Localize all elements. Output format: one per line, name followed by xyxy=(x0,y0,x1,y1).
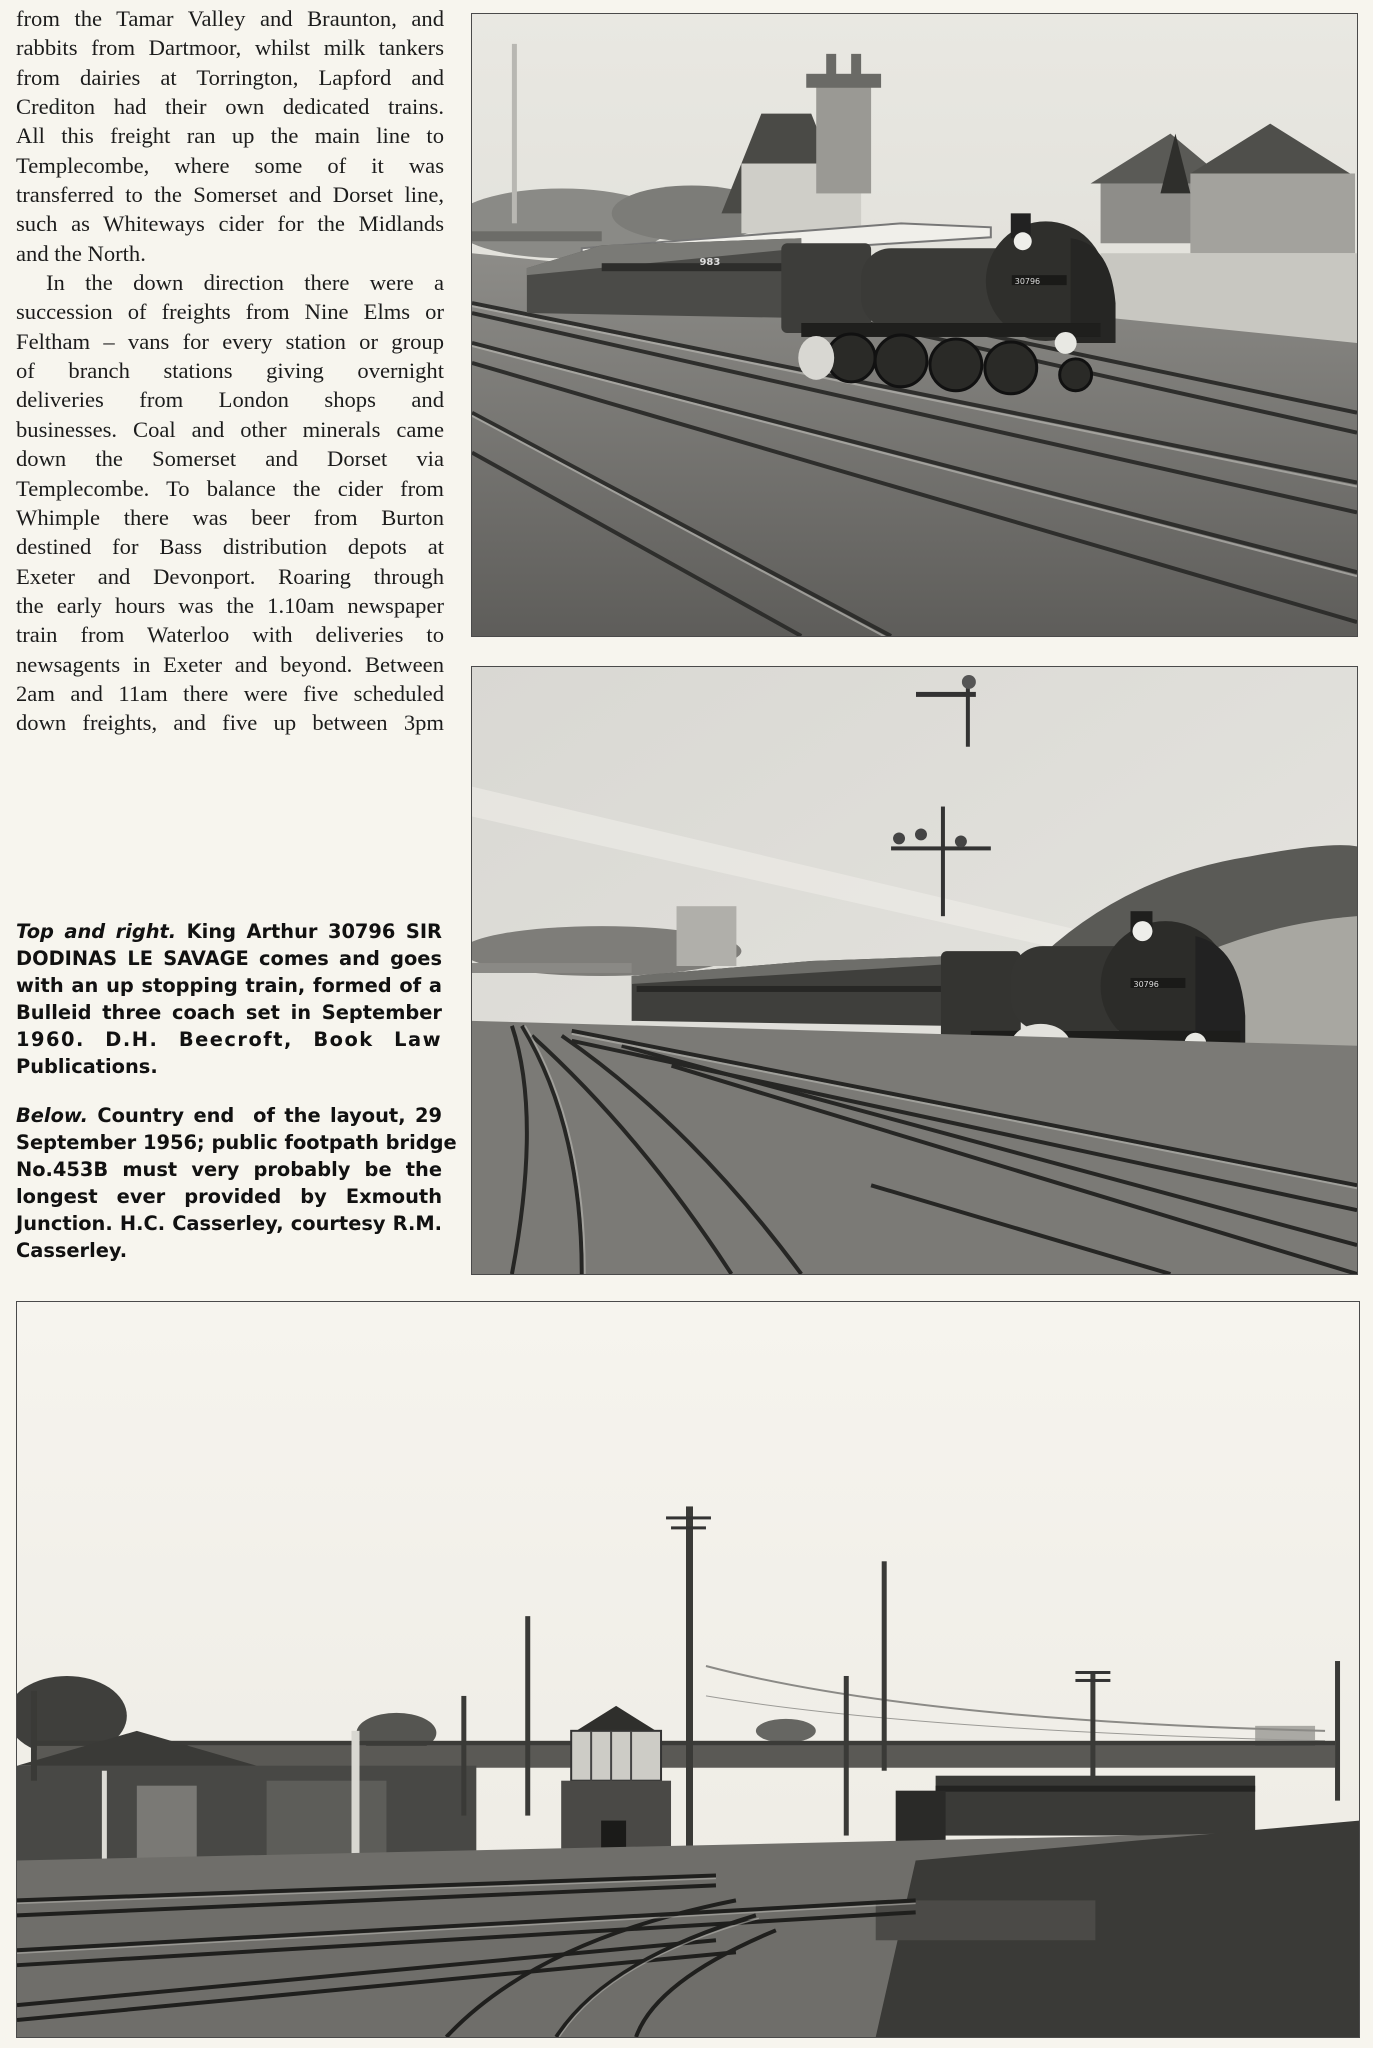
photo-middle-locomotive-departing xyxy=(471,666,1358,1275)
caption-line: with an up stopping train, formed of a xyxy=(16,974,442,997)
caption-line: No.453B must very probably be the xyxy=(16,1158,442,1181)
svg-text:983: 983 xyxy=(699,257,721,269)
body-line: down the Somerset and Dorset via xyxy=(16,446,444,472)
svg-text:30796: 30796 xyxy=(1133,979,1159,989)
body-line: newsagents in Exeter and beyond. Between xyxy=(16,651,444,677)
caption-line: DODINAS LE SAVAGE comes and goes xyxy=(16,947,442,970)
body-line: succession of freights from Nine Elms or xyxy=(16,299,444,325)
body-line: Crediton had their own dedicated trains. xyxy=(16,94,444,120)
body-line: from the Tamar Valley and Braunton, and xyxy=(16,6,444,31)
caption-line: longest ever provided by Exmouth xyxy=(16,1185,442,1208)
body-line: of branch stations giving overnight xyxy=(16,358,444,384)
body-line: Templecombe, where some of it was xyxy=(16,152,444,178)
body-line: such as Whiteways cider for the Midlands xyxy=(16,211,444,237)
photo-top-locomotive-station xyxy=(471,13,1358,637)
caption-label: Top and right. xyxy=(16,920,177,943)
caption-line: Junction. H.C. Casserley, courtesy R.M. xyxy=(16,1212,442,1235)
body-line: Feltham – vans for every station or group xyxy=(16,328,444,354)
junction-photo-image xyxy=(17,1302,1359,2037)
body-line: the early hours was the 1.10am newspaper xyxy=(16,592,444,618)
caption-line: Casserley. xyxy=(16,1239,128,1262)
body-line: All this freight ran up the main line to xyxy=(16,123,444,149)
caption-top-and-right: Top and right. King Arthur 30796 SIR DODINAS LE SAVAGE comes and goes with an up stopping train, formed of a Bulleid three coach set in September 1960. D.H. Beecroft, Book Law Publications. xyxy=(16,920,442,1078)
body-line: transferred to the Somerset and Dorset line, xyxy=(16,182,444,208)
caption-line: 1960. D.H. Beecroft, Book Law xyxy=(16,1028,442,1051)
article-body-text xyxy=(16,4,444,738)
caption-line: Bulleid three coach set in September xyxy=(16,1001,442,1024)
caption-below: Below. Country end of the layout, 29 September 1956; public footpath bridge No.453B must very probably be the longest ever provided by Exmouth Junction. H.C. Casserley, courtesy R.M. Casserley. xyxy=(16,1104,457,1262)
body-line: Templecombe. To balance the cider from xyxy=(16,475,444,501)
caption-line: Publications. xyxy=(16,1055,158,1078)
body-line: 2am and 11am there were five scheduled xyxy=(16,680,444,706)
body-line: rabbits from Dartmoor, whilst milk tankers xyxy=(16,35,444,61)
body-line: and the North. xyxy=(16,240,146,266)
body-line: Whimple there was beer from Burton xyxy=(16,504,444,530)
body-line: destined for Bass distribution depots at xyxy=(16,534,444,560)
body-line: Exeter and Devonport. Roaring through xyxy=(16,563,444,589)
body-line: deliveries from London shops and xyxy=(16,387,444,413)
body-line: In the down direction there were a xyxy=(46,270,444,296)
body-line: train from Waterloo with deliveries to xyxy=(16,622,444,648)
svg-text:30796: 30796 xyxy=(1014,277,1041,287)
body-line: from dairies at Torrington, Lapford and xyxy=(16,64,444,90)
caption-line: September 1956; public footpath bridge xyxy=(16,1131,457,1154)
photo-bottom-country-end-layout xyxy=(16,1301,1360,2038)
locomotive-photo-image xyxy=(472,667,1357,1274)
caption-label: Below. xyxy=(16,1104,88,1127)
body-line: down freights, and five up between 3pm xyxy=(16,710,444,736)
locomotive-photo-image xyxy=(472,14,1357,636)
body-line: businesses. Coal and other minerals came xyxy=(16,416,444,442)
